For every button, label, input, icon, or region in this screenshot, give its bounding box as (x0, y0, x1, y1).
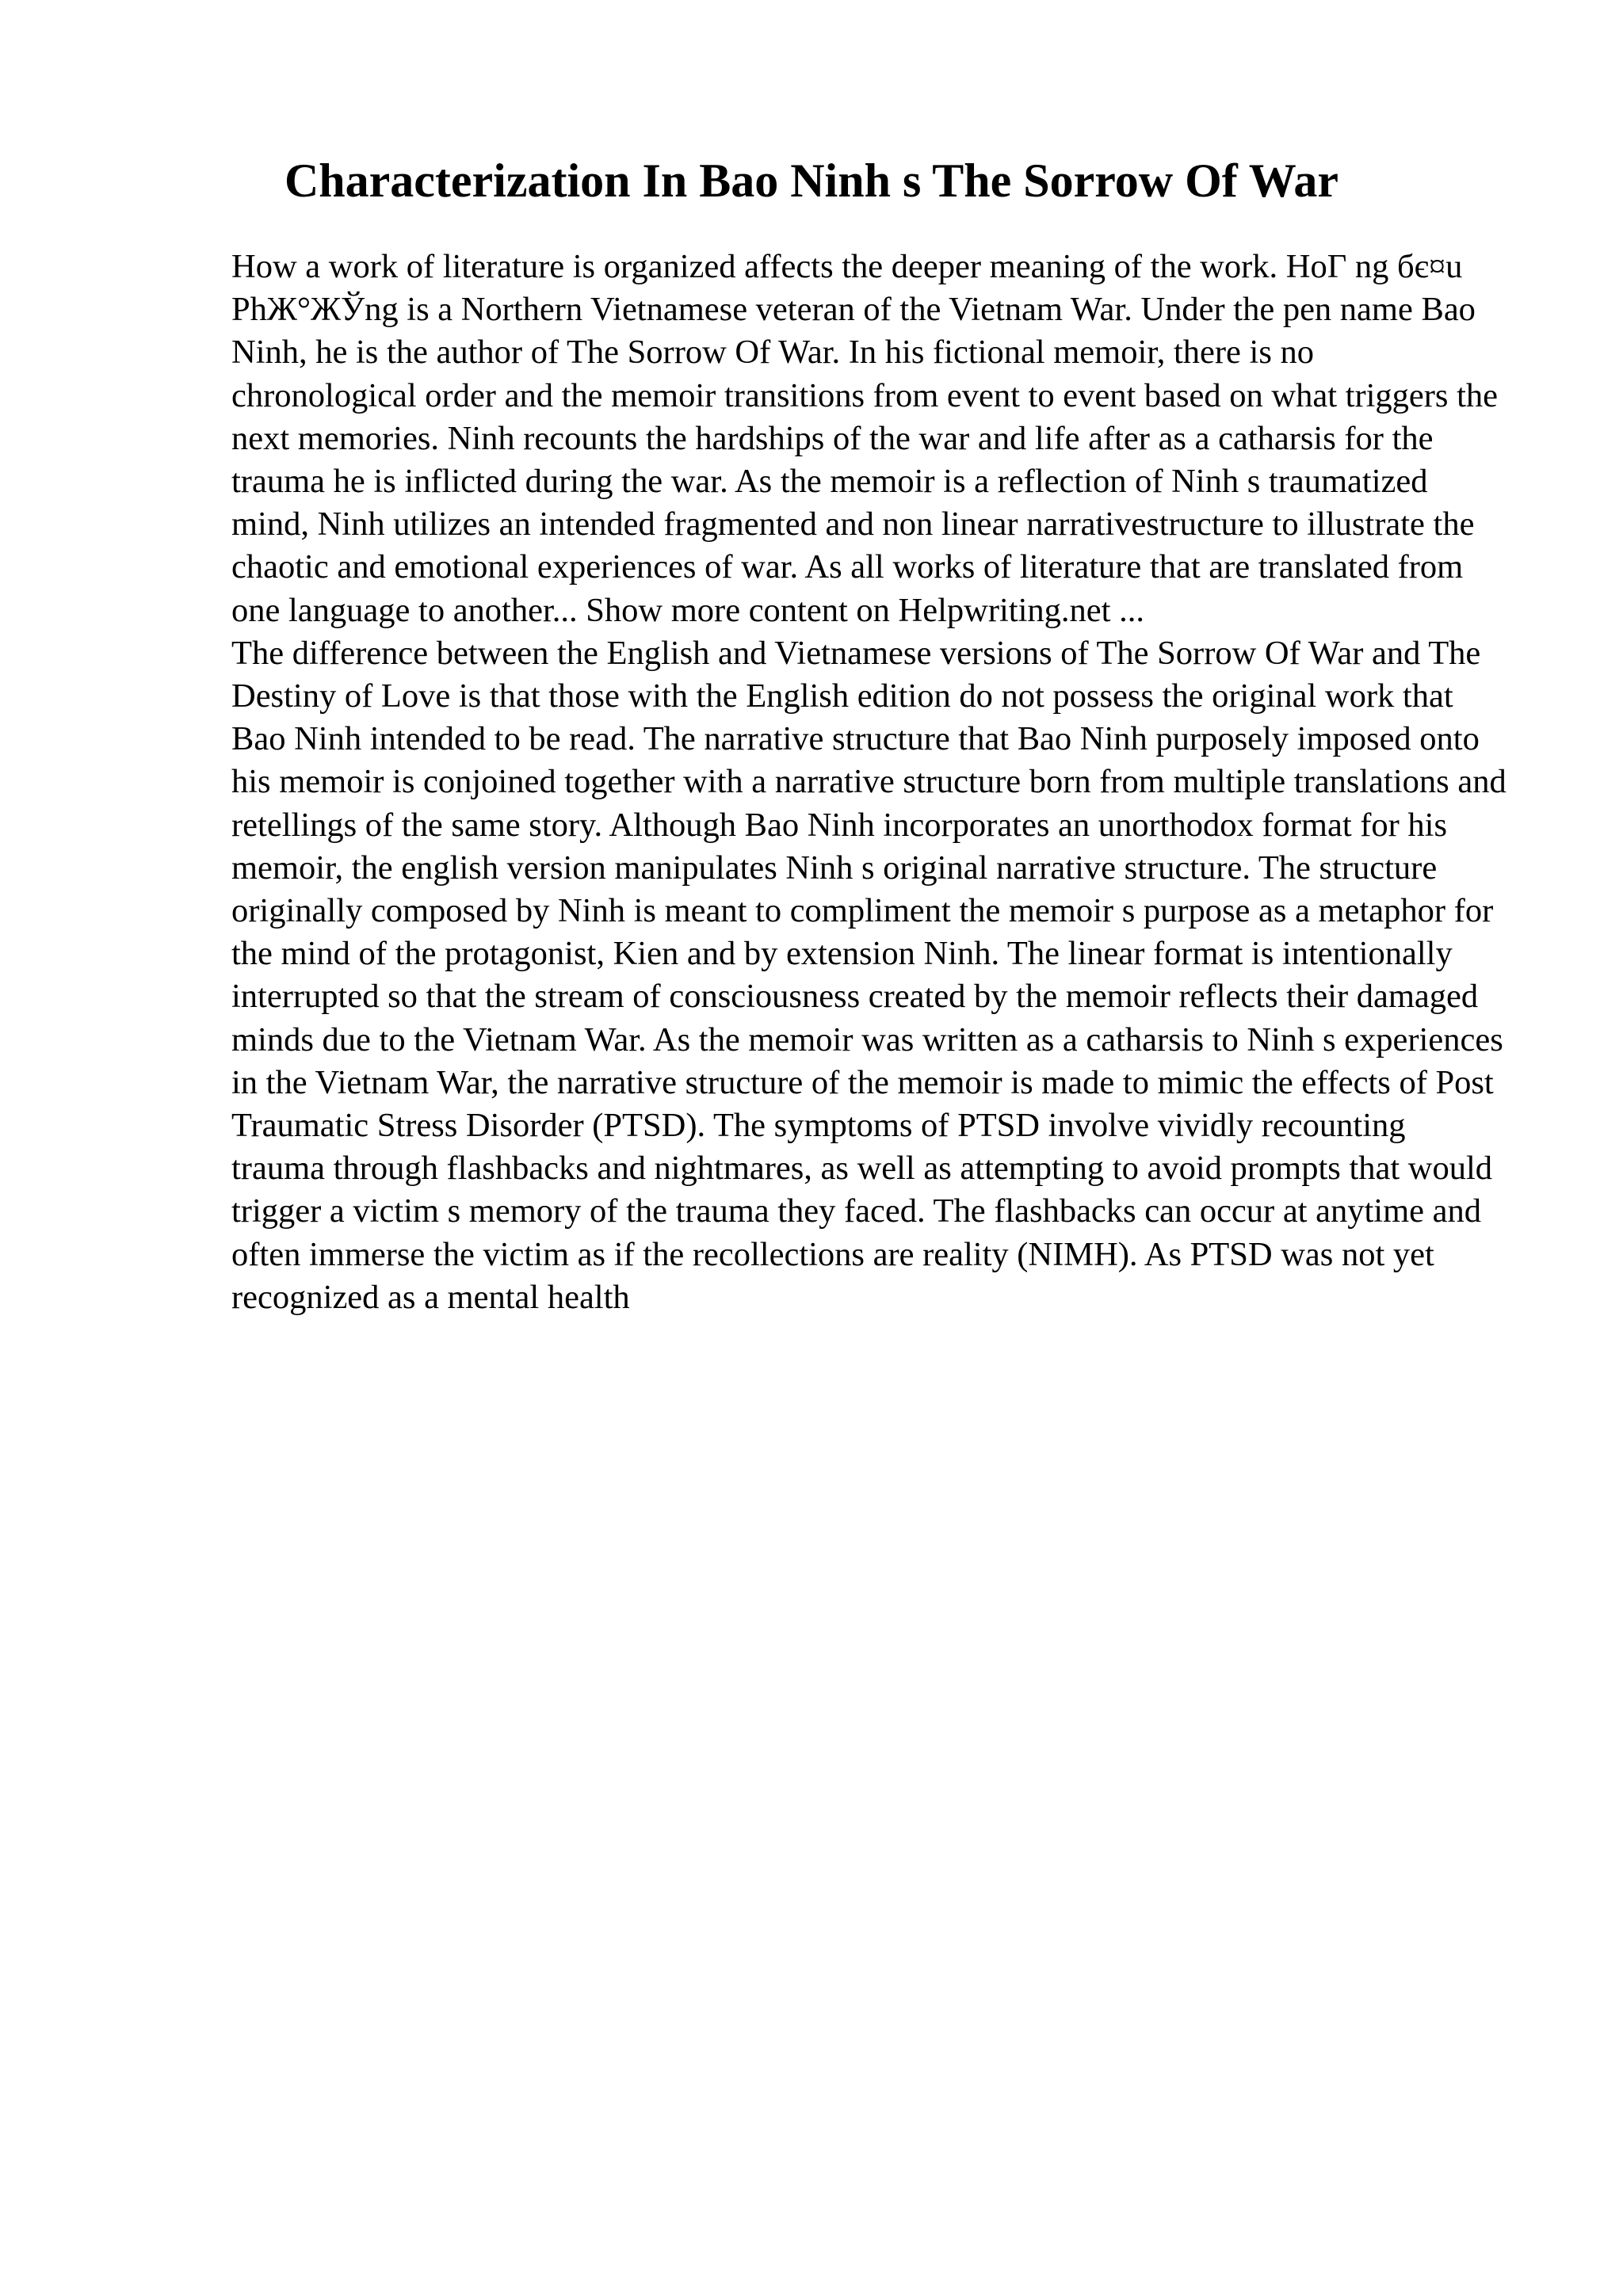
document-title: Characterization In Bao Ninh s The Sorrow Of War (284, 154, 1339, 207)
body-paragraph-2: The difference between the English and Vietnamese versions of The Sorrow Of War and The Destiny of Love is that those with the English edition do not possess the original work that Bao Ninh intended to be read. The narrative structure that Bao Ninh purposely imposed onto his memoir is conjoined together with a narrative structure born from multiple translations and retellings of the same story. Although Bao Ninh incorporates an unorthodox format for his memoir, the english version manipulates Ninh s original narrative structure. The structure originally composed by Ninh is meant to compliment the memoir s purpose as a metaphor for the mind of the protagonist, Kien and by extension Ninh. The linear format is intentionally interrupted so that the stream of consciousness created by the memoir reflects their damaged minds due to the Vietnam War. As the memoir was written as a catharsis to Ninh s experiences in the Vietnam War, the narrative structure of the memoir is made to mimic the effects of Post Traumatic Stress Disorder (PTSD). The symptoms of PTSD involve vividly recounting trauma through flashbacks and nightmares, as well as attempting to avoid prompts that would trigger a victim s memory of the trauma they faced. The flashbacks can occur at anytime and often immerse the victim as if the recollections are reality (NIMH). As PTSD was not yet recognized as a mental health (231, 634, 1507, 1316)
document-body (231, 246, 1507, 1319)
body-paragraph-1: How a work of literature is organized affects the deeper meaning of the work. HoГ ng бє¤u PhЖ°ЖЎng is a Northern Vietnamese veteran of the Vietnam War. Under the pen name Bao Ninh, he is the author of The Sorrow Of War. In his fictional memoir, there is no chronological order and the memoir transitions from event to event based on what triggers the next memories. Ninh recounts the hardships of the war and life after as a catharsis for the trauma he is inflicted during the war. As the memoir is a reflection of Ninh s traumatized mind, Ninh utilizes an intended fragmented and non linear narrativestructure to illustrate the chaotic and emotional experiences of war. As all works of literature that are translated from one language to another... Show more content on Helpwriting.net ... (231, 248, 1499, 629)
